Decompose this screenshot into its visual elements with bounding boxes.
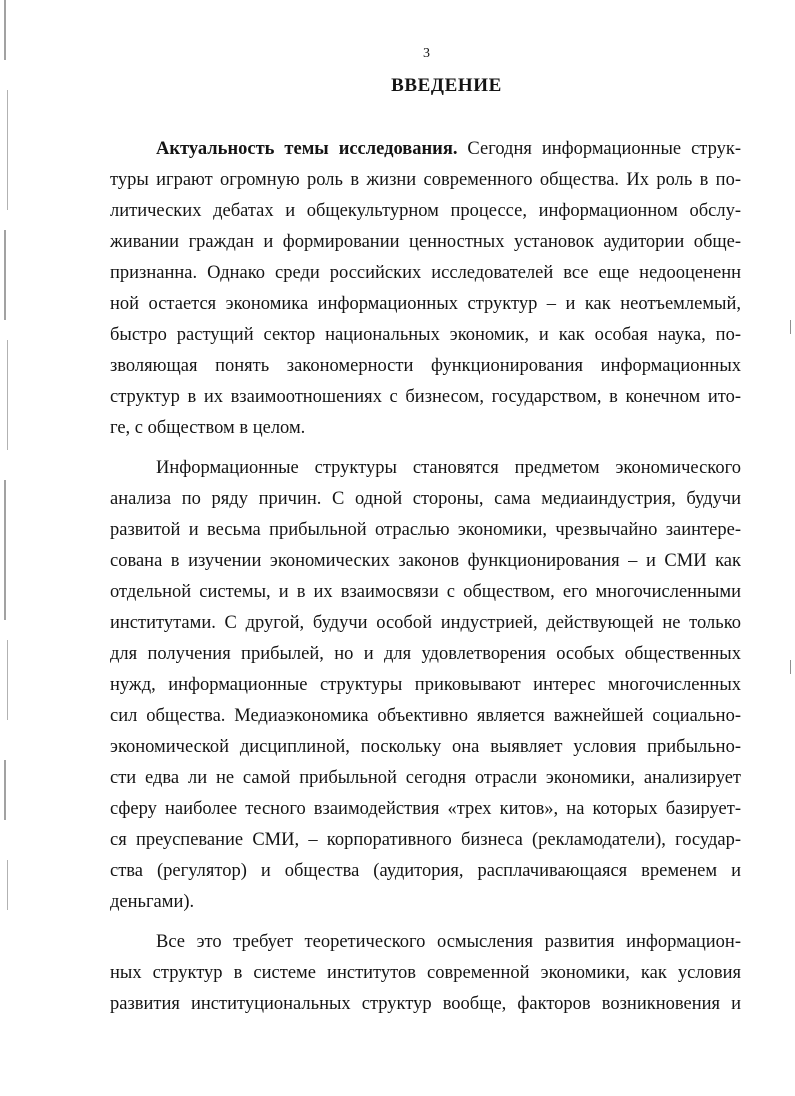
text-line: экономической дисциплиной, поскольку она выявляет условия прибыльно- xyxy=(110,737,741,757)
text-line: живании граждан и формировании ценностных установок аудитории обще- xyxy=(110,232,741,252)
text-line: ся преуспевание СМИ, – корпоративного бизнеса (рекламодатели), государ- xyxy=(110,830,741,850)
text-line: институтами. С другой, будучи особой индустрией, действующей не только xyxy=(110,613,741,633)
text-line: зволяющая понять закономерности функционирования информационных xyxy=(110,356,741,376)
text-line: сти едва ли не самой прибыльной сегодня отрасли экономики, анализирует xyxy=(110,768,741,788)
paragraph-analysis xyxy=(110,453,741,918)
text-line: деньгами). xyxy=(110,892,195,912)
text-line: признанна. Однако среди российских исследователей все еще недооцененн xyxy=(110,263,741,283)
text-line: сферу наиболее тесного взаимодействия «трех китов», на которых базирует- xyxy=(110,799,741,819)
text-line: анализа по ряду причин. С одной стороны, сама медиаиндустрия, будучи xyxy=(110,489,741,509)
scan-margin-artifact xyxy=(0,0,22,1096)
text-line: ной остается экономика информационных структур – и как неотъемлемый, xyxy=(110,294,741,314)
text-line: развития институциональных структур вообще, факторов возникновения и xyxy=(110,994,741,1014)
lead-phrase: Актуальность темы исследования. xyxy=(156,139,458,159)
text-line: развитой и весьма прибыльной отраслью экономики, чрезвычайно заинтере- xyxy=(110,520,741,540)
page-heading: ВВЕДЕНИЕ xyxy=(391,75,502,96)
text-line: сил общества. Медиаэкономика объективно является важнейшей социально- xyxy=(110,706,741,726)
text-line: структур в их взаимоотношениях с бизнесом, государством, в конечном ито- xyxy=(110,387,741,407)
text-line: быстро растущий сектор национальных экономик, и как особая наука, по- xyxy=(110,325,741,345)
text-line: Информационные структуры становятся предметом экономического xyxy=(156,458,741,478)
scan-streak xyxy=(7,860,8,910)
scan-mark xyxy=(790,320,791,334)
text-line: ных структур в системе институтов современной экономики, как условия xyxy=(110,963,741,983)
text-line: для получения прибылей, но и для удовлетворения особых общественных xyxy=(110,644,741,664)
scan-streak xyxy=(4,480,6,620)
text-line: литических дебатах и общекультурном процессе, информационном обслу- xyxy=(110,201,741,221)
scan-streak xyxy=(7,90,8,210)
text-line: ге, с обществом в целом. xyxy=(110,418,306,438)
page-number: 3 xyxy=(423,46,430,61)
paragraph-relevance xyxy=(110,134,741,444)
text-line: нужд, информационные структуры приковывают интерес многочисленных xyxy=(110,675,741,695)
scan-streak xyxy=(7,340,8,450)
text-line: сована в изучении экономических законов функционирования – и СМИ как xyxy=(110,551,741,571)
scan-mark xyxy=(790,660,791,674)
text-line: отдельной системы, и в их взаимосвязи с обществом, его многочисленными xyxy=(110,582,741,602)
text-line: туры играют огромную роль в жизни современного общества. Их роль в по- xyxy=(110,170,741,190)
document-body xyxy=(110,134,741,1020)
scan-streak xyxy=(4,230,6,320)
text-line: Все это требует теоретического осмысления развития информацион- xyxy=(156,932,741,952)
text-line: ства (регулятор) и общества (аудитория, расплачивающаяся временем и xyxy=(110,861,741,881)
scan-streak xyxy=(4,760,6,820)
paragraph-theory xyxy=(110,927,741,1020)
text-line: Актуальность темы исследования. Сегодня информационные струк- xyxy=(156,139,741,159)
scan-streak xyxy=(7,640,8,720)
